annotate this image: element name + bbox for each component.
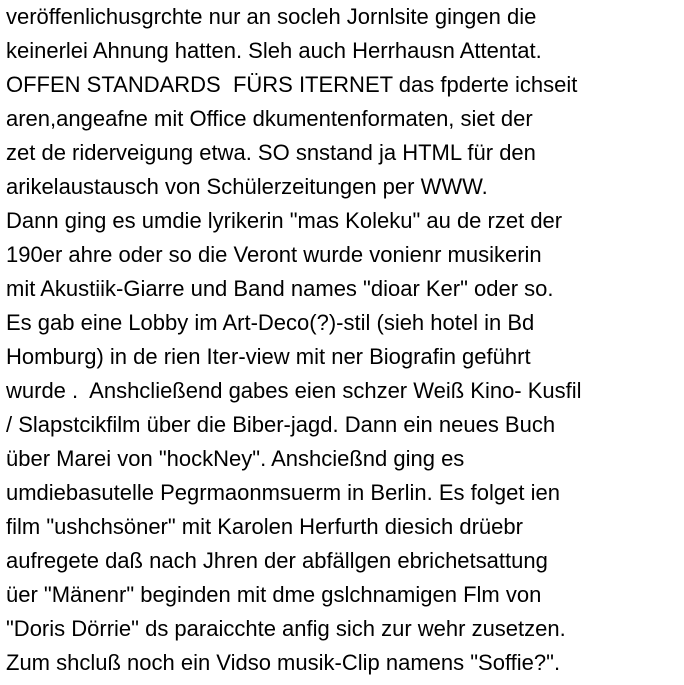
- text-line-13: / Slapstcikfilm über die Biber-jagd. Dann ein neues Buch: [6, 412, 556, 437]
- text-line-5: zet de riderveigung etwa. SO snstand ja HTML für den: [6, 140, 536, 165]
- text-line-19: "Doris Dörrie" ds paraicchte anfig sich zur wehr zusetzen.: [6, 616, 566, 641]
- text-line-8: 190er ahre oder so die Veront wurde vonienr musikerin: [6, 242, 542, 267]
- text-line-17: aufregete daß nach Jhren der abfällgen ebrichetsattung: [6, 548, 548, 573]
- text-line-4: aren,angeafne mit Office dkumentenformaten, siet der: [6, 106, 533, 131]
- text-line-3: OFFEN STANDARDS FÜRS ITERNET das fpderte ichseit: [6, 72, 578, 97]
- text-line-1: veröffenlichusgrchte nur an socleh Jornlsite gingen die: [6, 4, 537, 29]
- text-line-6: arikelaustausch von Schülerzeitungen per WWW.: [6, 174, 488, 199]
- text-line-20: Zum shcluß noch ein Vidso musik-Clip namens "Soffie?".: [6, 650, 561, 675]
- text-line-11: Homburg) in de rien Iter-view mit ner Biografin geführt: [6, 344, 531, 369]
- text-line-9: mit Akustiik-Giarre und Band names "dioar Ker" oder so.: [6, 276, 554, 301]
- text-line-16: film "ushchsöner" mit Karolen Herfurth diesich drüebr: [6, 514, 523, 539]
- text-line-15: umdiebasutelle Pegrmaonmsuerm in Berlin. Es folget ien: [6, 480, 560, 505]
- text-line-12: wurde . Anshcließend gabes eien schzer Weiß Kino- Kusfil: [6, 378, 582, 403]
- text-line-10: Es gab eine Lobby im Art-Deco(?)-stil (sieh hotel in Bd: [6, 310, 535, 335]
- text-line-14: über Marei von "hockNey". Anshcießnd ging es: [6, 446, 465, 471]
- text-line-18: üer "Mänenr" beginden mit dme gslchnamigen Flm von: [6, 582, 542, 607]
- text-line-2: keinerlei Ahnung hatten. Sleh auch Herrhausn Attentat.: [6, 38, 542, 63]
- text-line-7: Dann ging es umdie lyrikerin "mas Koleku" au de rzet der: [6, 208, 563, 233]
